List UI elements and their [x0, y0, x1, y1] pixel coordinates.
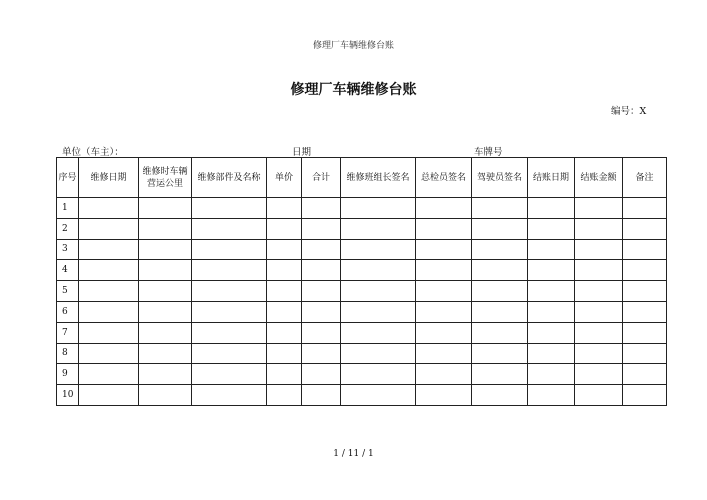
table-cell[interactable]: [302, 364, 341, 385]
table-cell[interactable]: [623, 198, 667, 219]
table-cell[interactable]: [416, 322, 472, 343]
table-cell[interactable]: [416, 260, 472, 281]
table-cell[interactable]: [139, 198, 192, 219]
table-row: [57, 239, 667, 260]
table-header-row: [57, 158, 667, 198]
table-cell[interactable]: [139, 218, 192, 239]
header-team-leader-signature: 维修班组长签名: [341, 158, 416, 198]
table-cell[interactable]: [302, 322, 341, 343]
table-cell[interactable]: [79, 218, 139, 239]
table-cell[interactable]: [341, 281, 416, 302]
table-cell[interactable]: [139, 322, 192, 343]
table-cell[interactable]: [575, 218, 623, 239]
table-cell[interactable]: [528, 198, 575, 219]
table-cell[interactable]: [302, 198, 341, 219]
table-cell[interactable]: [192, 301, 267, 322]
table-cell[interactable]: [79, 281, 139, 302]
table-cell[interactable]: [472, 385, 528, 406]
date-label: 日期: [292, 147, 312, 158]
table-row: [57, 198, 667, 219]
table-cell[interactable]: [575, 281, 623, 302]
table-cell[interactable]: [575, 385, 623, 406]
table-cell[interactable]: [341, 364, 416, 385]
header-index: 序号: [57, 158, 79, 198]
table-cell[interactable]: [192, 218, 267, 239]
table-row: [57, 218, 667, 239]
row-index: 10: [57, 385, 79, 406]
header-repair-date: 维修日期: [79, 158, 139, 198]
row-index: 2: [57, 218, 79, 239]
header-driver-signature: 驾驶员签名: [472, 158, 528, 198]
table-cell[interactable]: [192, 260, 267, 281]
table-cell[interactable]: [139, 260, 192, 281]
table-cell[interactable]: [267, 364, 302, 385]
table-cell[interactable]: [341, 322, 416, 343]
table-cell[interactable]: [267, 385, 302, 406]
table-row: [57, 322, 667, 343]
table-cell[interactable]: [267, 301, 302, 322]
row-index: 9: [57, 364, 79, 385]
table-cell[interactable]: [623, 364, 667, 385]
table-cell[interactable]: [623, 385, 667, 406]
table-cell[interactable]: [575, 322, 623, 343]
table-cell[interactable]: [267, 260, 302, 281]
table-cell[interactable]: [267, 198, 302, 219]
table-cell[interactable]: [341, 385, 416, 406]
header-settlement-date: 结账日期: [528, 158, 575, 198]
unit-owner-label: 单位（车主）：: [62, 147, 124, 158]
table-cell[interactable]: [416, 343, 472, 364]
page-header-text: 修理厂车辆维修台账: [312, 41, 394, 51]
table-row: [57, 301, 667, 322]
table-cell[interactable]: [528, 260, 575, 281]
repair-ledger-table: [56, 157, 667, 406]
table-cell[interactable]: [192, 385, 267, 406]
table-row: [57, 364, 667, 385]
table-cell[interactable]: [575, 343, 623, 364]
table-row: [57, 260, 667, 281]
table-cell[interactable]: [623, 260, 667, 281]
table-cell[interactable]: [416, 239, 472, 260]
table-cell[interactable]: [472, 301, 528, 322]
table-cell[interactable]: [575, 239, 623, 260]
header-settlement-amount: 结账金额: [575, 158, 623, 198]
table-cell[interactable]: [528, 343, 575, 364]
row-index: 5: [57, 281, 79, 302]
table-cell[interactable]: [528, 281, 575, 302]
table-cell[interactable]: [575, 198, 623, 219]
row-index: 4: [57, 260, 79, 281]
table-cell[interactable]: [416, 198, 472, 219]
header-inspector-signature: 总检员签名: [416, 158, 472, 198]
table-cell[interactable]: [528, 239, 575, 260]
table-cell[interactable]: [528, 322, 575, 343]
table-cell[interactable]: [472, 260, 528, 281]
table-cell[interactable]: [302, 385, 341, 406]
table-cell[interactable]: [623, 281, 667, 302]
table-cell[interactable]: [302, 260, 341, 281]
table-cell[interactable]: [341, 239, 416, 260]
table-cell[interactable]: [528, 218, 575, 239]
table-cell[interactable]: [528, 301, 575, 322]
table-cell[interactable]: [302, 218, 341, 239]
table-cell[interactable]: [139, 343, 192, 364]
table-cell[interactable]: [472, 343, 528, 364]
table-cell[interactable]: [528, 385, 575, 406]
table-cell[interactable]: [79, 385, 139, 406]
table-cell[interactable]: [623, 322, 667, 343]
row-index: 8: [57, 343, 79, 364]
row-index: 6: [57, 301, 79, 322]
table-cell[interactable]: [79, 198, 139, 219]
table-cell[interactable]: [416, 218, 472, 239]
table-cell[interactable]: [192, 198, 267, 219]
table-cell[interactable]: [623, 343, 667, 364]
table-cell[interactable]: [416, 281, 472, 302]
table-row: [57, 385, 667, 406]
table-cell[interactable]: [267, 218, 302, 239]
table-cell[interactable]: [472, 239, 528, 260]
table-cell[interactable]: [341, 198, 416, 219]
table-cell[interactable]: [79, 239, 139, 260]
page-footer: 1 / 11 / 1: [333, 449, 374, 459]
header-unit-price: 单价: [267, 158, 302, 198]
header-total: 合计: [302, 158, 341, 198]
table-cell[interactable]: [192, 322, 267, 343]
table-cell[interactable]: [416, 385, 472, 406]
table-cell[interactable]: [341, 301, 416, 322]
table-cell[interactable]: [472, 198, 528, 219]
row-index: 1: [57, 198, 79, 219]
table-cell[interactable]: [79, 260, 139, 281]
table-cell[interactable]: [472, 364, 528, 385]
table-cell[interactable]: [528, 364, 575, 385]
table-cell[interactable]: [575, 364, 623, 385]
table-row: [57, 343, 667, 364]
table-cell[interactable]: [139, 239, 192, 260]
table-cell[interactable]: [267, 322, 302, 343]
row-index: 7: [57, 322, 79, 343]
table-cell[interactable]: [79, 343, 139, 364]
table-cell[interactable]: [575, 260, 623, 281]
table-cell[interactable]: [623, 218, 667, 239]
table-cell[interactable]: [192, 364, 267, 385]
table-cell[interactable]: [79, 322, 139, 343]
doc-number: 编号：X: [611, 106, 647, 117]
table-cell[interactable]: [79, 364, 139, 385]
table-row: [57, 281, 667, 302]
table-cell[interactable]: [472, 218, 528, 239]
table-cell[interactable]: [139, 301, 192, 322]
table-cell[interactable]: [267, 281, 302, 302]
row-index: 3: [57, 239, 79, 260]
table-cell[interactable]: [472, 281, 528, 302]
table-cell[interactable]: [575, 301, 623, 322]
table-cell[interactable]: [472, 322, 528, 343]
header-mileage: 维修时车辆营运公里: [139, 158, 192, 198]
table-cell[interactable]: [139, 281, 192, 302]
table-cell[interactable]: [341, 260, 416, 281]
table-cell[interactable]: [623, 239, 667, 260]
plate-number-label: 车牌号: [474, 147, 503, 158]
table-cell[interactable]: [79, 301, 139, 322]
table-cell[interactable]: [302, 343, 341, 364]
table-cell[interactable]: [416, 301, 472, 322]
header-parts-name: 维修部件及名称: [192, 158, 267, 198]
table-cell[interactable]: [267, 343, 302, 364]
page-title: 修理厂车辆维修台账: [290, 82, 417, 98]
table-cell[interactable]: [341, 343, 416, 364]
header-remarks: 备注: [623, 158, 667, 198]
table-cell[interactable]: [192, 281, 267, 302]
table-cell[interactable]: [139, 385, 192, 406]
table-cell[interactable]: [416, 364, 472, 385]
table-cell[interactable]: [302, 281, 341, 302]
table-cell[interactable]: [302, 239, 341, 260]
table-cell[interactable]: [623, 301, 667, 322]
table-cell[interactable]: [341, 218, 416, 239]
table-body: [57, 198, 667, 406]
table-cell[interactable]: [302, 301, 341, 322]
table-cell[interactable]: [267, 239, 302, 260]
table-cell[interactable]: [192, 239, 267, 260]
table-cell[interactable]: [192, 343, 267, 364]
table-cell[interactable]: [139, 364, 192, 385]
